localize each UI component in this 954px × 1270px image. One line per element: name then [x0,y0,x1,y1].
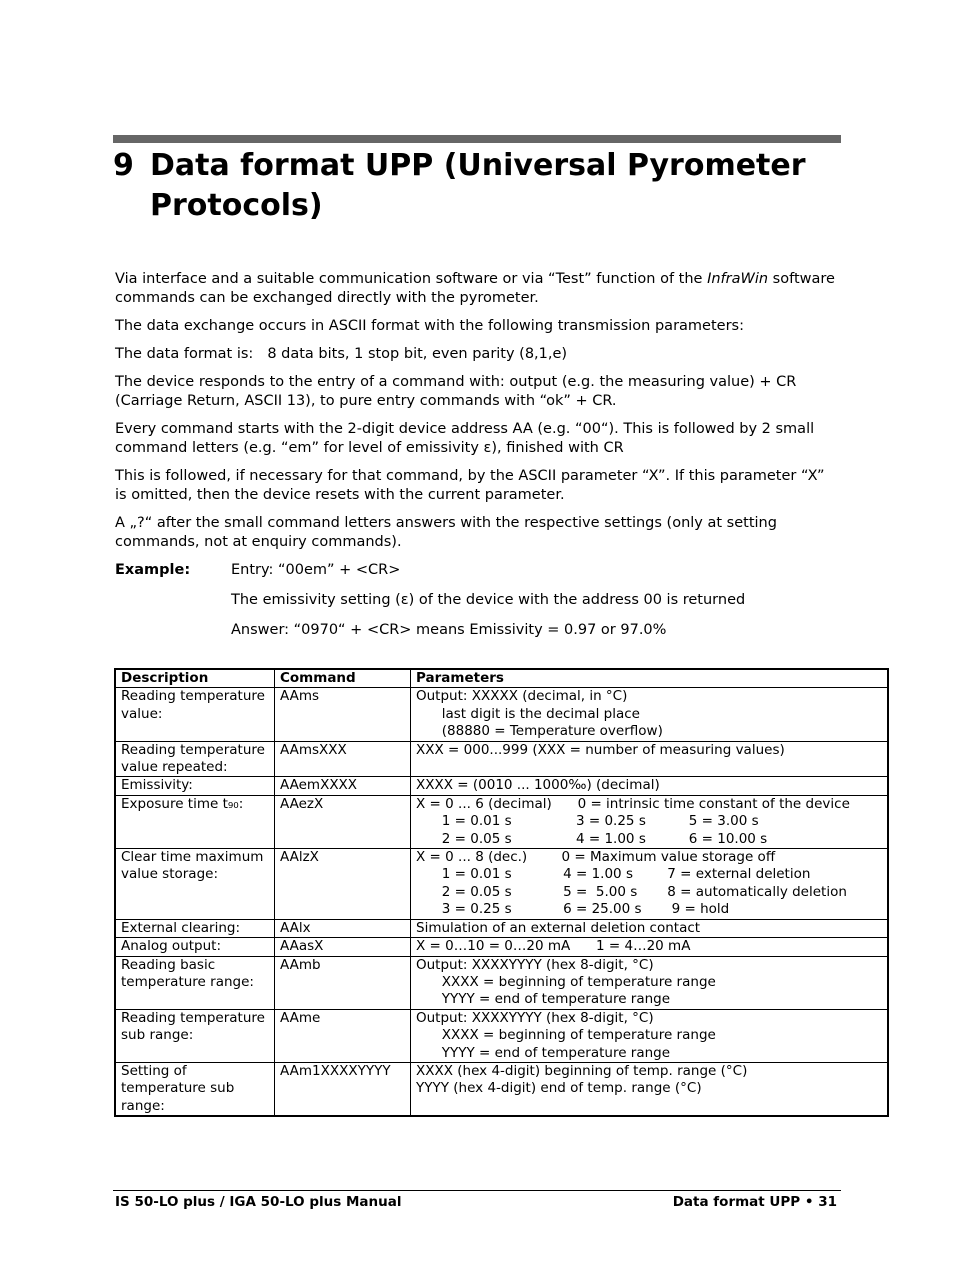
footer-manual-title: IS 50-LO plus / IGA 50-LO plus Manual [115,1194,402,1210]
paragraph-response: The device responds to the entry of a command with: output (e.g. the measuring value) + CR (Carriage Return, ASCII 13), to pure entry commands with “ok” + CR. [115,374,797,409]
example-entry: Entry: “00em” + <CR> [231,562,401,578]
table-row [115,688,888,741]
body-text [115,270,840,651]
table-row [115,1009,888,1062]
paragraph-query: A „?“ after the small command letters answers with the respective settings (only at setting commands, not at enquiry commands). [115,515,777,550]
paragraph-format [115,345,840,364]
cell-parameters: XXXX (hex 4-digit) beginning of temp. range (°C) YYYY (hex 4-digit) end of temp. range (°C) [411,1062,889,1116]
header-parameters: Parameters [411,669,889,688]
paragraph-parameter: This is followed, if necessary for that command, by the ASCII parameter “X”. If this parameter “X” is omitted, then the device resets with the current parameter. [115,468,825,503]
chapter-number: 9 [113,148,134,183]
cell-description: Reading basic temperature range: [115,956,275,1009]
example-line-1 [115,561,840,591]
example-answer: Answer: “0970“ + <CR> means Emissivity = 0.97 or 97.0% [231,622,667,638]
cell-parameters: X = 0…10 = 0…20 mA 1 = 4…20 mA [411,938,889,956]
cell-command: AAmsXXX [275,741,411,777]
cell-command: AAemXXXX [275,777,411,795]
cell-command: AAme [275,1009,411,1062]
table-row [115,849,888,920]
footer-rule [113,1190,841,1191]
cell-command: AAasX [275,938,411,956]
paragraph-command-start: Every command starts with the 2-digit device address AA (e.g. “00“). This is followed by 2 small command letters (e.g. “em” for level of emissivity ε), finished with CR [115,421,815,456]
table-row [115,1062,888,1116]
table-header-row [115,669,888,688]
cell-description: Reading temperature value: [115,688,275,741]
cell-description: Emissivity: [115,777,275,795]
header-command: Command [275,669,411,688]
chapter-rule [113,135,841,143]
command-table [114,668,889,1117]
cell-description: Reading temperature value repeated: [115,741,275,777]
intro-text-b: software commands can be exchanged directly with the pyrometer. [115,271,835,306]
cell-description: Clear time maximum value storage: [115,849,275,920]
header-description: Description [115,669,275,688]
footer-page-label: Data format UPP • 31 [672,1194,837,1210]
example-description: The emissivity setting (ε) of the device with the address 00 is returned [231,592,746,608]
example-label: Example: [115,562,191,578]
cell-description: External clearing: [115,919,275,937]
cell-command: AAezX [275,795,411,848]
cell-command: AAlx [275,919,411,937]
cell-parameters: Output: XXXXYYYY (hex 8-digit, °C) XXXX = beginning of temperature range YYYY = end of temperature range [411,1009,889,1062]
table-row [115,741,888,777]
cell-parameters: XXXX = (0010 ... 1000‰) (decimal) [411,777,889,795]
table-row [115,795,888,848]
cell-parameters: Output: XXXXYYYY (hex 8-digit, °C) XXXX = beginning of temperature range YYYY = end of temperature range [411,956,889,1009]
cell-parameters: X = 0 ... 6 (decimal) 0 = intrinsic time constant of the device 1 = 0.01 s 3 = 0.25 s 5 = 3.00 s 2 = 0.05 s 4 = 1.00 s 6 = 10.00 s [411,795,889,848]
cell-description: Analog output: [115,938,275,956]
cell-parameters: Simulation of an external deletion contact [411,919,889,937]
cell-description: Setting of temperature sub range: [115,1062,275,1116]
cell-parameters: Output: XXXXX (decimal, in °C) last digit is the decimal place (88880 = Temperature overflow) [411,688,889,741]
cell-command: AAm1XXXXYYYY [275,1062,411,1116]
cell-parameters: X = 0 ... 8 (dec.) 0 = Maximum value storage off 1 = 0.01 s 4 = 1.00 s 7 = external deletion 2 = 0.05 s 5 = 5.00 s 8 = automatically deletion 3 = 0.25 s 6 = 25.00 s 9 = hold [411,849,889,920]
cell-command: AAms [275,688,411,741]
example-line-2 [115,591,840,621]
table-row [115,956,888,1009]
intro-software-name: InfraWin [707,271,769,287]
format-label: The data format is: [115,346,254,362]
intro-text-a: Via interface and a suitable communication software or via “Test” function of the [115,271,708,287]
table-row [115,919,888,937]
table-row [115,938,888,956]
cell-command: AAlzX [275,849,411,920]
paragraph-exchange: The data exchange occurs in ASCII format with the following transmission parameters: [115,318,744,334]
format-value: 8 data bits, 1 stop bit, even parity (8,1,e) [267,346,568,362]
table-row [115,777,888,795]
cell-parameters: XXX = 000...999 (XXX = number of measuring values) [411,741,889,777]
cell-description: Reading temperature sub range: [115,1009,275,1062]
cell-description: Exposure time t₉₀: [115,795,275,848]
paragraph-intro [115,270,840,308]
example-line-3 [115,621,840,651]
chapter-title: Data format UPP (Universal Pyrometer Protocols) [150,148,806,223]
cell-command: AAmb [275,956,411,1009]
